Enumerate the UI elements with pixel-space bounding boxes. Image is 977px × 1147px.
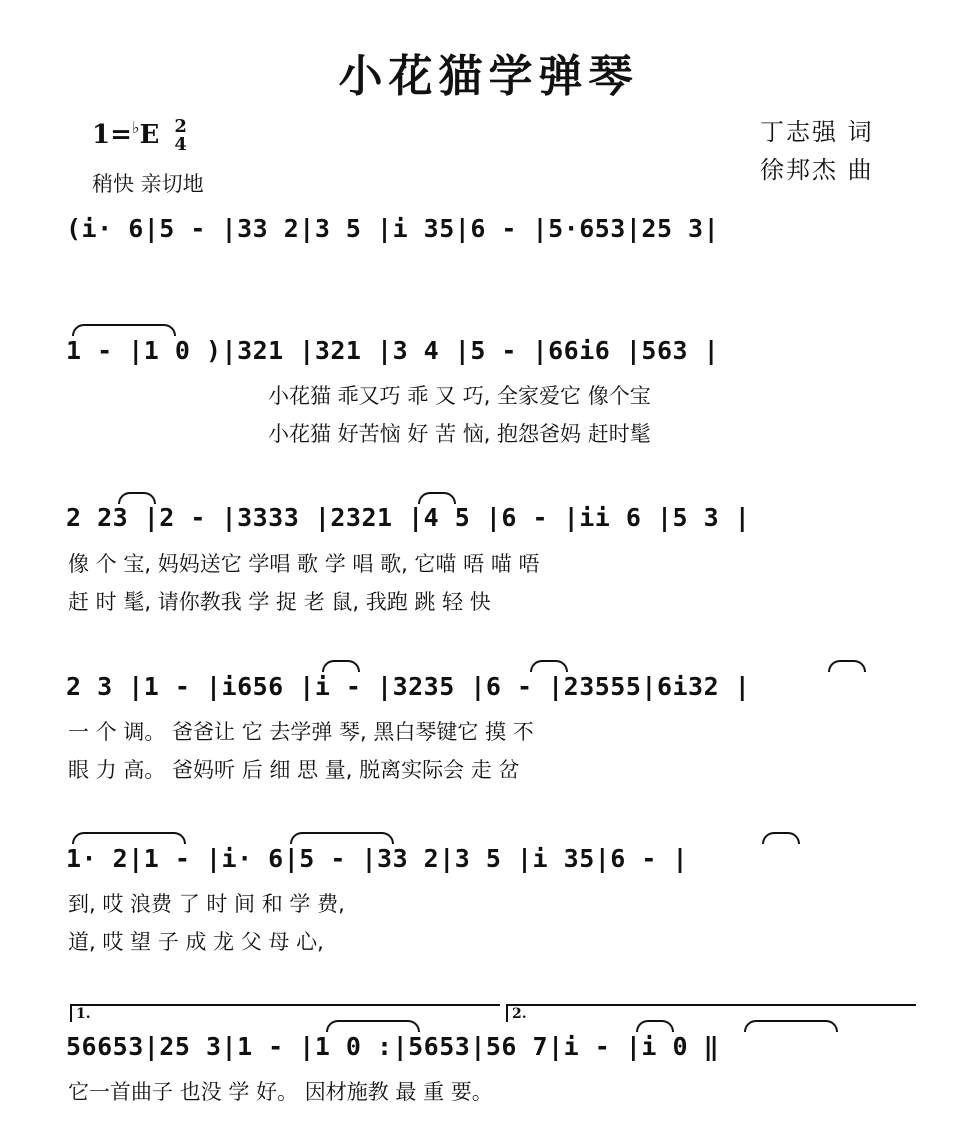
song-title: 小花猫学弹琴 [338, 51, 639, 102]
lyric-line-3a: 像 个 宝, 妈妈送它 学唱 歌 学 唱 歌, 它喵 唔 喵 唔 [68, 552, 540, 576]
tie-arc [72, 832, 186, 844]
time-beats: 2 [174, 116, 187, 137]
score-line-6: 56653|25 3|1 - |1 0 :|5653|56 7|i - |i 0 ‖ [66, 1032, 720, 1061]
lyric-line-2b: 小花猫 好苦恼 好 苦 恼, 抱怨爸妈 赶时髦 [268, 422, 651, 446]
key-prefix: 1= [92, 120, 132, 150]
lyricist-credit: 丁志强 词 [760, 118, 874, 146]
key-signature [92, 118, 187, 154]
slur-arc [828, 660, 866, 672]
key-tonic: E [139, 120, 160, 150]
second-ending-bracket [506, 1004, 916, 1022]
tempo-marking: 稍快 亲切地 [92, 172, 204, 196]
lyric-line-5a: 到, 哎 浪费 了 时 间 和 学 费, [68, 892, 345, 916]
first-ending-bracket [70, 1004, 500, 1022]
lyric-line-3b: 赶 时 髦, 请你教我 学 捉 老 鼠, 我跑 跳 轻 快 [68, 590, 491, 614]
tie-arc [744, 1020, 838, 1032]
lyric-line-4b: 眼 力 高。 爸妈听 后 细 思 量, 脱离实际会 走 岔 [68, 758, 520, 782]
lyric-line-2a: 小花猫 乖又巧 乖 又 巧, 全家爱它 像个宝 [268, 384, 651, 408]
second-ending-number: 2. [512, 1006, 527, 1022]
lyric-line-4a: 一 个 调。 爸爸让 它 去学弹 琴, 黑白琴键它 摸 不 [68, 720, 534, 744]
tie-arc [326, 1020, 420, 1032]
time-unit: 4 [174, 134, 187, 155]
slur-arc [636, 1020, 674, 1032]
tie-arc [290, 832, 394, 844]
score-line-5: 1· 2|1 - |i· 6|5 - |33 2|3 5 |i 35|6 - | [66, 844, 689, 873]
time-signature [174, 118, 187, 154]
score-line-1: (i· 6|5 - |33 2|3 5 |i 35|6 - |5·653|25 3| [66, 214, 720, 243]
slur-arc [322, 660, 360, 672]
slur-arc [530, 660, 568, 672]
slur-arc [762, 832, 800, 844]
tie-arc [72, 324, 176, 336]
score-line-4: 2 3 |1 - |i656 |i - |3235 |6 - |23555|6i32 | [66, 672, 751, 701]
lyric-line-5b: 道, 哎 望 子 成 龙 父 母 心, [68, 930, 324, 954]
first-ending-number: 1. [76, 1006, 91, 1022]
composer-credit: 徐邦杰 曲 [760, 156, 874, 184]
lyric-line-6: 它一首曲子 也没 学 好。 因材施教 最 重 要。 [68, 1080, 493, 1104]
score-line-2: 1 - |1 0 )|321 |321 |3 4 |5 - |66i6 |563 | [66, 336, 720, 365]
flat-sign: ♭ [131, 118, 140, 137]
score-line-3: 2 23 |2 - |3333 |2321 |4 5 |6 - |ii 6 |5 3 | [66, 503, 751, 532]
